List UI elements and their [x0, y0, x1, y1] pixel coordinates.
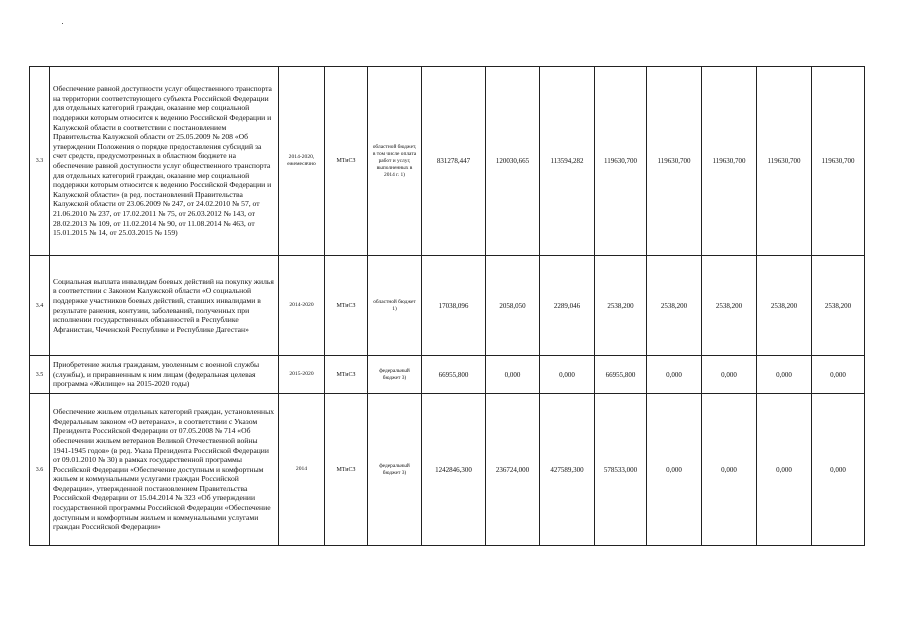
funding-value: 2538,200 — [647, 256, 702, 356]
funding-source: областной бюджет, в том числе оплата работ и услуг, выполненных в 2014 г. 1) — [368, 67, 422, 256]
funding-value: 2538,200 — [702, 256, 757, 356]
funding-value: 0,000 — [702, 394, 757, 546]
implementation-period: 2014-2020, ежемесячно — [279, 67, 325, 256]
funding-value: 119630,700 — [702, 67, 757, 256]
funding-value: 119630,700 — [757, 67, 812, 256]
funding-value: 2058,050 — [486, 256, 540, 356]
funding-value: 0,000 — [812, 394, 865, 546]
executor: МТиСЗ — [325, 394, 368, 546]
funding-value: 2289,046 — [540, 256, 595, 356]
funding-total: 66955,800 — [422, 356, 486, 394]
executor: МТиСЗ — [325, 356, 368, 394]
scan-mark — [62, 23, 63, 24]
funding-total: 17038,096 — [422, 256, 486, 356]
measure-description: Обеспечение жильем отдельных категорий граждан, установленных Федеральным законом «О ветеранах», в соответствии с Указом Президента Российской Федерации от 07.05.2008 № 714 «Об обеспечении жильем ветеранов Великой Отечественной войны 1941-1945 годов» (в ред. Указа Президента Российской Федерации от 09.01.2010 № 30) в рамках государственной программы Российской Федерации «Обеспечение доступным и комфортным жильем и коммунальными услугами граждан Российской Федерации», утвержденной постановлением Правительства Российской Федерации от 15.04.2014 № 323 «Об утверждении государственной программы Российской Федерации «Обеспечение доступным и комфортным жильем и коммунальными услугами граждан Российской Федерации» — [50, 394, 279, 546]
funding-value: 578533,000 — [595, 394, 647, 546]
funding-value: 0,000 — [702, 356, 757, 394]
funding-value: 0,000 — [812, 356, 865, 394]
executor: МТиСЗ — [325, 256, 368, 356]
funding-value: 0,000 — [540, 356, 595, 394]
funding-value: 2538,200 — [757, 256, 812, 356]
row-number: 3.6 — [30, 394, 50, 546]
funding-value: 119630,700 — [647, 67, 702, 256]
measure-description: Обеспечение равной доступности услуг общественного транспорта на территории соответствующего субъекта Российской Федерации для отдельных категорий граждан, оказание мер социальной поддержки которым относится к ведению Российской Федерации и Калужской области в соответствии с постановлением Правительства Калужской области от 25.05.2009 № 208 «Об утверждении Положения о порядке предоставления субсидий за счет средств, предусмотренных в областном бюджете на обеспечение равной доступности услуг общественного транспорта для отдельных категорий граждан, оказание мер социальной поддержки которым относится к ведению Российской Федерации и Калужской области» (в ред. постановлений Правительства Калужской области от 23.06.2009 № 247, от 24.02.2010 № 57, от 21.06.2010 № 237, от 17.02.2011 № 75, от 26.03.2012 № 143, от 28.02.2013 № 109, от 11.02.2014 № 90, от 11.08.2014 № 463, от 15.01.2015 № 14, от 25.03.2015 № 159) — [50, 67, 279, 256]
program-measures-table — [29, 66, 865, 546]
funding-value: 2538,200 — [595, 256, 647, 356]
funding-value: 2538,200 — [812, 256, 865, 356]
implementation-period: 2014-2020 — [279, 256, 325, 356]
table-row — [30, 356, 865, 394]
funding-value: 119630,700 — [812, 67, 865, 256]
funding-value: 0,000 — [757, 394, 812, 546]
funding-value: 120030,665 — [486, 67, 540, 256]
funding-source: федеральный бюджет 3) — [368, 394, 422, 546]
table-row — [30, 256, 865, 356]
funding-total: 831278,447 — [422, 67, 486, 256]
funding-value: 0,000 — [757, 356, 812, 394]
funding-source: федеральный бюджет 3) — [368, 356, 422, 394]
funding-total: 1242846,300 — [422, 394, 486, 546]
implementation-period: 2015-2020 — [279, 356, 325, 394]
table-row — [30, 67, 865, 256]
measure-description: Социальная выплата инвалидам боевых действий на покупку жилья в соответствии с Законом Калужской области «О социальной поддержке участников боевых действий, ставших инвалидами в результате ранения, контузии, заболеваний, полученных при исполнении государственных обязанностей в Республике Афганистан, Чеченской Республике и Республике Дагестан» — [50, 256, 279, 356]
funding-value: 427589,300 — [540, 394, 595, 546]
measure-description: Приобретение жилья гражданам, уволенным с военной службы (службы), и приравненным к ним лицам (федеральная целевая программа «Жилище» на 2015-2020 годы) — [50, 356, 279, 394]
funding-value: 113594,282 — [540, 67, 595, 256]
implementation-period: 2014 — [279, 394, 325, 546]
funding-value: 0,000 — [647, 356, 702, 394]
executor: МТиСЗ — [325, 67, 368, 256]
funding-value: 0,000 — [486, 356, 540, 394]
funding-value: 236724,000 — [486, 394, 540, 546]
row-number: 3.3 — [30, 67, 50, 256]
table-row — [30, 394, 865, 546]
funding-source: областной бюджет 1) — [368, 256, 422, 356]
row-number: 3.5 — [30, 356, 50, 394]
funding-value: 0,000 — [647, 394, 702, 546]
funding-value: 66955,800 — [595, 356, 647, 394]
funding-value: 119630,700 — [595, 67, 647, 256]
row-number: 3.4 — [30, 256, 50, 356]
